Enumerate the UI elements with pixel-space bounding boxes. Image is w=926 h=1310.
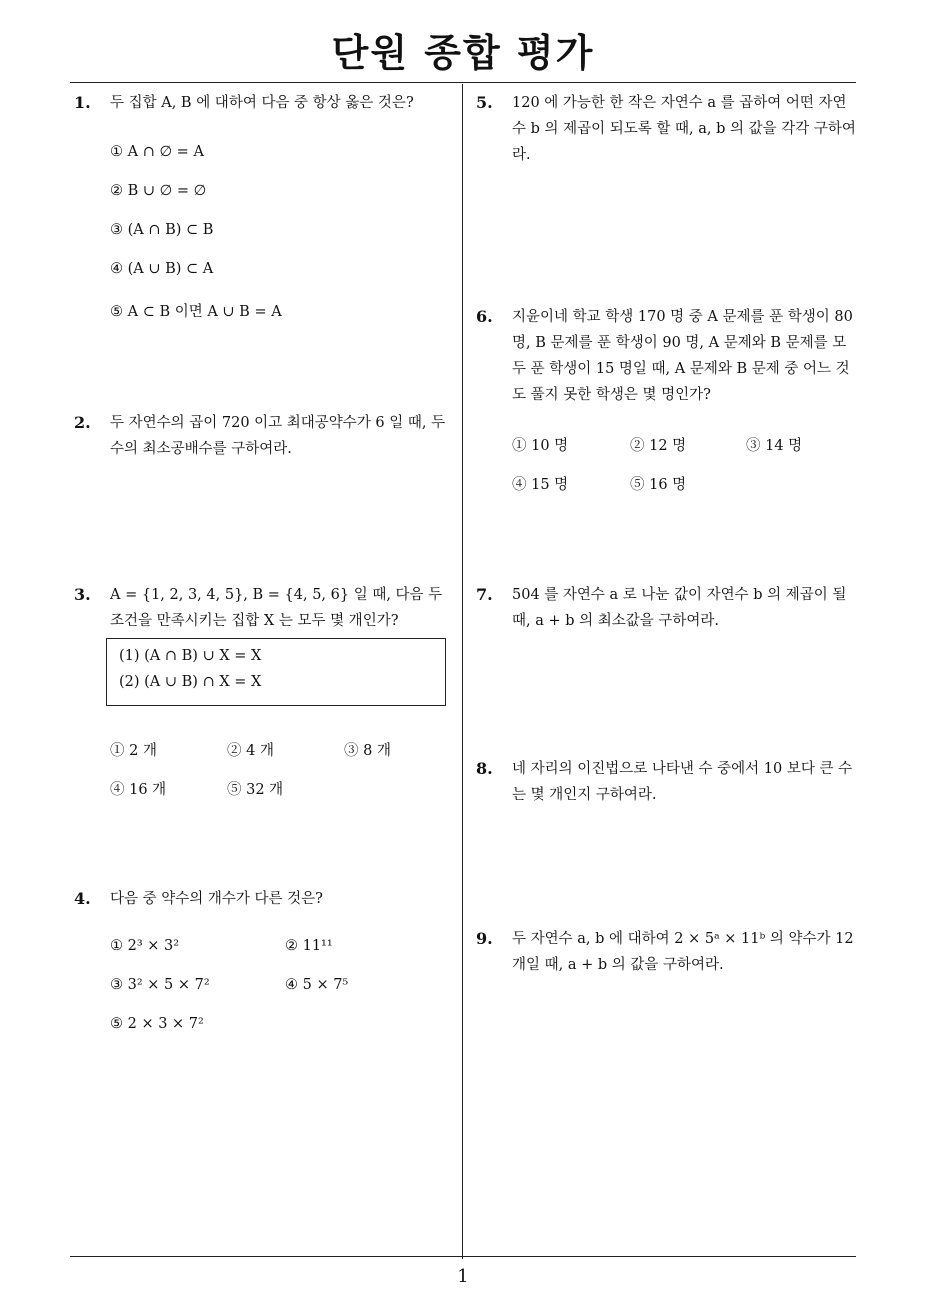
question-number: 9. xyxy=(476,929,493,948)
question-5 xyxy=(476,90,860,168)
question-7 xyxy=(476,582,860,634)
bottom-rule xyxy=(70,1256,856,1257)
choice-4: ④ (A ∪ B) ⊂ A xyxy=(110,261,214,277)
question-text: A = {1, 2, 3, 4, 5}, B = {4, 5, 6} 일 때, 다음 두 조건을 만족시키는 집합 X 는 모두 몇 개인가? xyxy=(110,587,443,629)
choice-3: ③ (A ∩ B) ⊂ B xyxy=(110,222,214,238)
choice-2: ② 4 개 xyxy=(227,743,274,759)
condition-box xyxy=(106,638,446,706)
question-2 xyxy=(74,410,458,462)
choice-2: ② 12 명 xyxy=(630,438,687,454)
question-number: 1. xyxy=(74,93,91,112)
choice-4: ④ 16 개 xyxy=(110,782,167,798)
choice-3: ③ 14 명 xyxy=(746,438,803,454)
question-number: 8. xyxy=(476,759,493,778)
question-number: 4. xyxy=(74,889,91,908)
choice-5: ⑤ A ⊂ B 이면 A ∪ B = A xyxy=(110,304,282,320)
question-text: 두 자연수의 곱이 720 이고 최대공약수가 6 일 때, 두 수의 최소공배수를 구하여라. xyxy=(110,415,446,457)
question-number: 7. xyxy=(476,585,493,604)
choice-2: ② B ∪ ∅ = ∅ xyxy=(110,183,207,199)
top-rule xyxy=(70,82,856,83)
condition-2: (2) (A ∪ B) ∩ X = X xyxy=(119,674,262,690)
question-number: 3. xyxy=(74,585,91,604)
choice-5: ⑤ 32 개 xyxy=(227,782,284,798)
question-4 xyxy=(74,886,458,912)
question-1 xyxy=(74,90,454,116)
question-number: 6. xyxy=(476,307,493,326)
condition-1: (1) (A ∩ B) ∪ X = X xyxy=(119,648,262,664)
question-text: 지윤이네 학교 학생 170 명 중 A 문제를 푼 학생이 80 명, B 문제를 푼 학생이 90 명, A 문제와 B 문제를 모두 푼 학생이 15 명일 때, A 문제와 B 문제 중 어느 것도 풀지 못한 학생은 몇 명인가? xyxy=(512,309,853,403)
choice-5: ⑤ 2 × 3 × 7² xyxy=(110,1016,204,1032)
choice-1: ① A ∩ ∅ = A xyxy=(110,144,204,160)
question-text: 두 집합 A, B 에 대하여 다음 중 항상 옳은 것은? xyxy=(110,95,414,111)
question-8 xyxy=(476,756,860,808)
question-number: 2. xyxy=(74,413,91,432)
choice-4: ④ 5 × 7⁵ xyxy=(285,977,349,993)
question-number: 5. xyxy=(476,93,493,112)
question-3 xyxy=(74,582,458,634)
choice-1: ① 2³ × 3² xyxy=(110,938,180,954)
question-text: 다음 중 약수의 개수가 다른 것은? xyxy=(110,891,323,907)
question-text: 120 에 가능한 한 작은 자연수 a 를 곱하여 어떤 자연수 b 의 제곱이 되도록 할 때, a, b 의 값을 각각 구하여라. xyxy=(512,95,856,163)
page-title: 단원 종합 평가 xyxy=(331,31,595,75)
question-9 xyxy=(476,926,860,978)
question-6 xyxy=(476,304,860,408)
column-divider xyxy=(462,84,463,1259)
choice-1: ① 10 명 xyxy=(512,438,569,454)
question-text: 네 자리의 이진법으로 나타낸 수 중에서 10 보다 큰 수는 몇 개인지 구하여라. xyxy=(512,761,853,803)
question-text: 두 자연수 a, b 에 대하여 2 × 5ᵃ × 11ᵇ 의 약수가 12 개일 때, a + b 의 값을 구하여라. xyxy=(512,931,854,973)
choice-1: ① 2 개 xyxy=(110,743,157,759)
choice-3: ③ 3² × 5 × 7² xyxy=(110,977,210,993)
page-number: 1 xyxy=(457,1266,469,1287)
choice-4: ④ 15 명 xyxy=(512,477,569,493)
choice-2: ② 11¹¹ xyxy=(285,938,333,954)
question-text: 504 를 자연수 a 로 나눈 값이 자연수 b 의 제곱이 될 때, a + b 의 최소값을 구하여라. xyxy=(512,587,847,629)
choice-3: ③ 8 개 xyxy=(344,743,391,759)
choice-5: ⑤ 16 명 xyxy=(630,477,687,493)
